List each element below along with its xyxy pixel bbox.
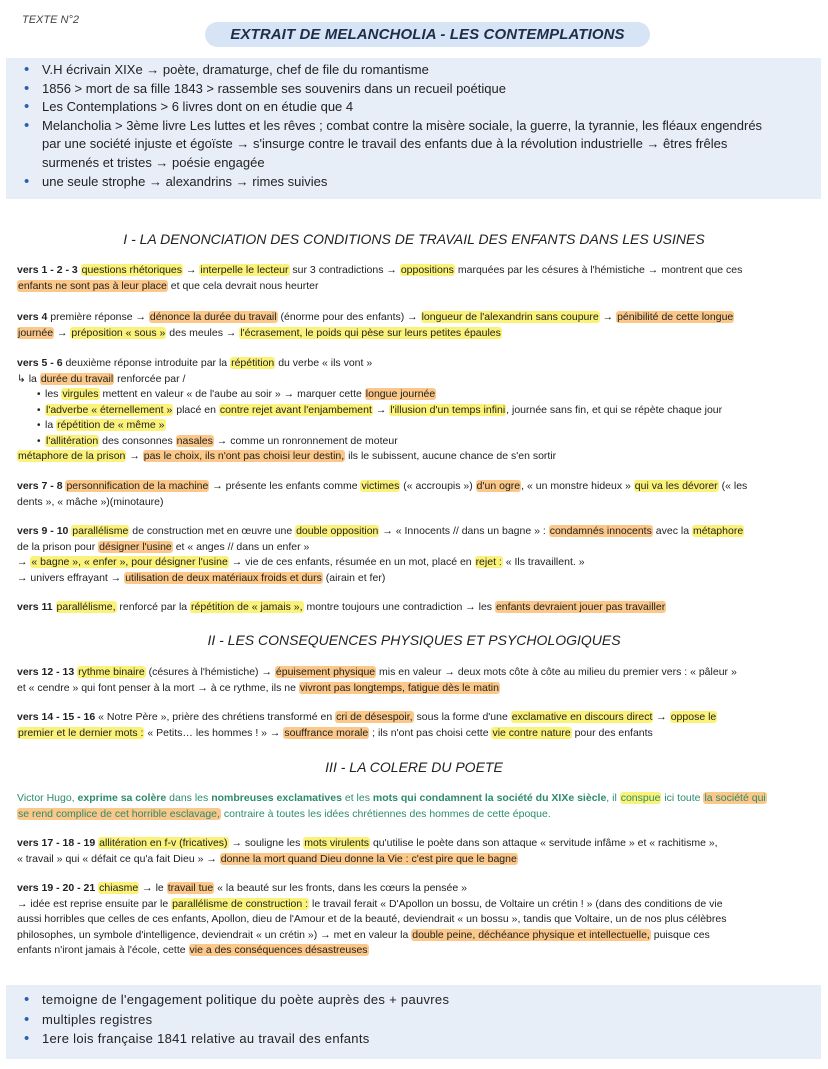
highlight: pas le choix, ils n'ont pas choisi leur destin, (143, 450, 345, 462)
highlight: nasales (176, 434, 213, 447)
text: enfants n'iront jamais à l'école, cette (17, 944, 189, 956)
conclusion-box (6, 985, 821, 1059)
highlight: répétition de « jamais », (191, 601, 303, 613)
highlight: l'écrasement, le poids qui pèse sur leurs petites épaules (240, 326, 501, 339)
text: sur 3 contradictions → (289, 264, 400, 276)
verse-ref: vers 12 - 13 (17, 666, 75, 678)
highlight: vivront pas longtemps, fatigue dès le matin (299, 681, 499, 694)
highlight: donne la mort quand Dieu donne la Vie : c'est pire que le bagne (220, 852, 517, 865)
highlight: personnification de la machine (66, 480, 209, 492)
text: montre toujours une contradiction → les (303, 601, 495, 613)
highlight: allitération en f-v (fricatives) (99, 837, 228, 849)
highlight: l'allitération (46, 434, 99, 447)
text: , « un monstre hideux » (521, 480, 634, 492)
text: → comme un ronronnement de moteur (213, 434, 398, 447)
highlight: vie contre nature (492, 726, 571, 739)
text: de la prison pour (17, 540, 99, 553)
text: → univers effrayant → (17, 571, 125, 584)
text: → le (139, 882, 167, 894)
text: (césures à l'hémistiche) → (145, 666, 275, 678)
highlight: contre rejet avant l'enjambement (219, 403, 372, 416)
text: dans les (166, 792, 212, 804)
text: contraire à toutes les idées chrétiennes des hommes de cette époque. (220, 807, 551, 820)
text: les (45, 388, 62, 400)
highlight: oppositions (400, 264, 454, 276)
verse-ref: vers 4 (17, 311, 48, 323)
text: pour des enfants (571, 726, 653, 739)
text: ↳ la (17, 372, 40, 385)
analysis-v11 (17, 600, 812, 616)
text: « Notre Père », prière des chrétiens transformé en (95, 711, 336, 723)
text: première réponse → (47, 311, 149, 323)
analysis-v7-8 (17, 479, 812, 510)
highlight: se rend complice de cet horrible esclavage, (18, 807, 220, 820)
highlight: vie a des conséquences désastreuses (189, 944, 368, 956)
highlight: l'illusion d'un temps infini (390, 403, 506, 416)
text: ils le subissent, aucune chance de s'en sortir (345, 450, 557, 462)
text: mettent en valeur « de l'aube au soir » → marquer cette (99, 388, 365, 400)
verse-ref: vers 19 - 20 - 21 (17, 882, 96, 894)
text: renforcé par la (116, 601, 191, 613)
analysis-v17-19 (17, 836, 812, 867)
text: « Ils travaillent. » (502, 556, 585, 568)
verse-ref: vers 14 - 15 - 16 (17, 711, 96, 723)
highlight: répétition de « même » (57, 419, 165, 431)
highlight: journée (18, 326, 54, 339)
verse-ref: vers 11 (17, 601, 53, 613)
text: mots qui condamnent la société du XIXe siècle (372, 792, 607, 804)
text: des consonnes (99, 434, 176, 447)
text: ici toute (661, 792, 704, 804)
highlight: préposition « sous » (71, 326, 166, 339)
text: du verbe « ils vont » (275, 357, 373, 369)
text: → (372, 403, 390, 416)
text: et les (341, 792, 373, 804)
text: → (183, 264, 200, 276)
text: Victor Hugo, (17, 792, 78, 804)
text: → (54, 326, 71, 339)
text: → souligne les (228, 837, 304, 849)
intro-line: Melancholia > 3ème livre Les luttes et les rêves ; combat contre la misère sociale, la guerre, la tyrannie, les fléaux engendrés (42, 117, 763, 133)
highlight: la société qui (704, 792, 766, 804)
text: → idée est reprise ensuite par le (17, 897, 172, 910)
text: renforcée par / (114, 372, 186, 385)
analysis-v9-10 (17, 524, 812, 586)
text-number-label: TEXTE N°2 (22, 14, 79, 26)
conclusion-item: • temoigne de l'engagement politique du poète auprès des + pauvres (24, 990, 811, 1010)
text: (énorme pour des enfants) → (277, 311, 421, 323)
verse-ref: vers 9 - 10 (17, 525, 69, 537)
text: (« accroupis ») (400, 480, 476, 492)
intro-item (24, 117, 811, 173)
text: → vie de ces enfants, résumée en un mot, placé en (228, 556, 475, 568)
text: et « anges // dans un enfer » (172, 540, 310, 553)
text: et « cendre » qui font penser à la mort → à ce rythme, ils ne (17, 681, 299, 694)
highlight: utilisation de deux matériaux froids et durs (125, 571, 322, 584)
highlight: mots virulents (304, 837, 370, 849)
highlight: oppose le (670, 711, 717, 723)
text: avec la (652, 525, 692, 537)
text: , il (606, 792, 620, 804)
analysis-v1-3 (17, 263, 812, 294)
intro-item: • une seule strophe → alexandrins → rimes suivies (24, 173, 811, 192)
analysis-colere (17, 791, 812, 822)
highlight: travail tue (167, 882, 214, 894)
text: philosophes, un symbole d'intelligence, deviendrait « un crétin ») → met en valeur la (17, 928, 412, 941)
highlight: interpelle le lecteur (200, 264, 289, 276)
text: des meules → (166, 326, 240, 339)
text: , journée sans fin, et qui se répète chaque jour (506, 403, 723, 416)
highlight: rythme binaire (78, 666, 145, 678)
analysis-v4 (17, 310, 812, 341)
section-heading-1: I - LA DENONCIATION DES CONDITIONS DE TRAVAIL DES ENFANTS DANS LES USINES (123, 231, 705, 247)
text: mis en valeur → deux mots côte à côte au milieu du premier vers : « pâleur » (376, 666, 737, 678)
highlight: d'un ogre (476, 480, 521, 492)
highlight: épuisement physique (275, 666, 376, 678)
text: deuxième réponse introduite par la (62, 357, 231, 369)
highlight: chiasme (99, 882, 139, 894)
conclusion-item: • multiples registres (24, 1010, 811, 1030)
highlight: double peine, déchéance physique et intellectuelle, (412, 928, 650, 941)
text: → (126, 450, 143, 462)
text: aussi horribles que celles de ces enfants, Apollon, dieu de l'Amour et de la beauté, deviendrait « un bossu », tandis que Voltaire, un de nos plus célèbres (17, 913, 727, 925)
intro-item: • Les Contemplations > 6 livres dont on en étudie que 4 (24, 98, 811, 117)
text: → (17, 556, 31, 568)
intro-item: • V.H écrivain XIXe → poète, dramaturge, chef de file du romantisme (24, 61, 811, 80)
text: puisque ces (650, 928, 710, 941)
highlight: victimes (361, 480, 400, 492)
highlight: parallélisme (72, 525, 129, 537)
highlight: conspue (620, 792, 661, 804)
text: « Petits… les hommes ! » → (144, 726, 284, 739)
highlight: questions rhétoriques (81, 264, 183, 276)
intro-box (6, 58, 821, 199)
highlight: enfants devraient jouer pas travailler (495, 601, 666, 613)
highlight: premier et le dernier mots : (18, 726, 144, 739)
highlight: dénonce la durée du travail (149, 311, 277, 323)
section-heading-2: II - LES CONSEQUENCES PHYSIQUES ET PSYCHOLOGIQUES (207, 632, 621, 648)
verse-ref: vers 5 - 6 (17, 357, 63, 369)
highlight: longueur de l'alexandrin sans coupure (421, 311, 599, 323)
text: (airain et fer) (322, 571, 386, 584)
highlight: souffrance morale (284, 726, 369, 739)
verse-ref: vers 7 - 8 (17, 480, 63, 492)
highlight: l'adverbe « éternellement » (46, 403, 173, 416)
text: → (599, 311, 617, 323)
text: « travail » qui « défait ce qu'a fait Dieu » → (17, 852, 220, 865)
highlight: pénibilité de cette longue (617, 311, 734, 323)
highlight: qui va les dévorer (634, 480, 718, 492)
text: (« les (718, 480, 748, 492)
analysis-v5-6 (17, 356, 812, 465)
text: sous la forme d'une (413, 711, 511, 723)
text: dents », « mâche »)(minotaure) (17, 495, 164, 508)
text: → présente les enfants comme (209, 480, 361, 492)
text: « la beauté sur les fronts, dans les cœurs la pensée » (214, 882, 467, 894)
highlight: désigner l'usine (99, 540, 172, 553)
analysis-v12-13 (17, 665, 812, 696)
text: et que cela devrait nous heurter (167, 279, 319, 292)
highlight: cri de désespoir, (336, 711, 413, 723)
highlight: répétition (231, 357, 275, 369)
highlight: enfants ne sont pas à leur place (18, 279, 167, 292)
text: de construction met en œuvre une (129, 525, 296, 537)
highlight: parallélisme, (56, 601, 116, 613)
analysis-v19-21 (17, 881, 812, 959)
text: la (45, 419, 57, 431)
highlight: métaphore (692, 525, 744, 537)
text: → (653, 711, 670, 723)
highlight: condamnés innocents (549, 525, 652, 537)
text: nombreuses exclamatives (211, 792, 342, 804)
highlight: parallélisme de construction : (172, 897, 309, 910)
text: qu'utilise le poète dans son attaque « servitude infâme » et « rachitisme », (370, 837, 718, 849)
text: ; ils n'ont pas choisi cette (369, 726, 492, 739)
intro-line: par une société injuste et égoïste → s'insurge contre le travail des enfants due à la révolution industrielle → êtres frêles (42, 136, 728, 152)
section-heading-3: III - LA COLERE DU POETE (325, 759, 503, 775)
highlight: longue journée (365, 388, 436, 400)
verse-ref: vers 17 - 18 - 19 (17, 837, 96, 849)
conclusion-item: • 1ere lois française 1841 relative au travail des enfants (24, 1029, 811, 1049)
text: le travail ferait « D'Apollon un bossu, de Voltaire un crétin ! » (dans des conditions de vie (309, 897, 723, 910)
page-title: EXTRAIT DE MELANCHOLIA - LES CONTEMPLATIONS (205, 22, 650, 47)
verse-ref: vers 1 - 2 - 3 (17, 264, 78, 276)
highlight: virgules (62, 388, 99, 400)
highlight: « bagne », « enfer », pour désigner l'usine (31, 556, 228, 568)
intro-item: • 1856 > mort de sa fille 1843 > rassemble ses souvenirs dans un recueil poétique (24, 80, 811, 99)
analysis-v14-16 (17, 710, 812, 741)
intro-line: surmenés et tristes → poésie engagée (42, 154, 265, 170)
highlight: métaphore de la prison (18, 450, 126, 462)
text: exprime sa colère (77, 792, 167, 804)
highlight: double opposition (296, 525, 379, 537)
text: marquées par les césures à l'hémistiche → montrent que ces (454, 264, 743, 276)
text: → « Innocents // dans un bagne » : (379, 525, 549, 537)
highlight: exclamative en discours direct (511, 711, 653, 723)
highlight: rejet : (475, 556, 502, 568)
highlight: durée du travail (40, 372, 114, 385)
text: placé en (173, 403, 219, 416)
